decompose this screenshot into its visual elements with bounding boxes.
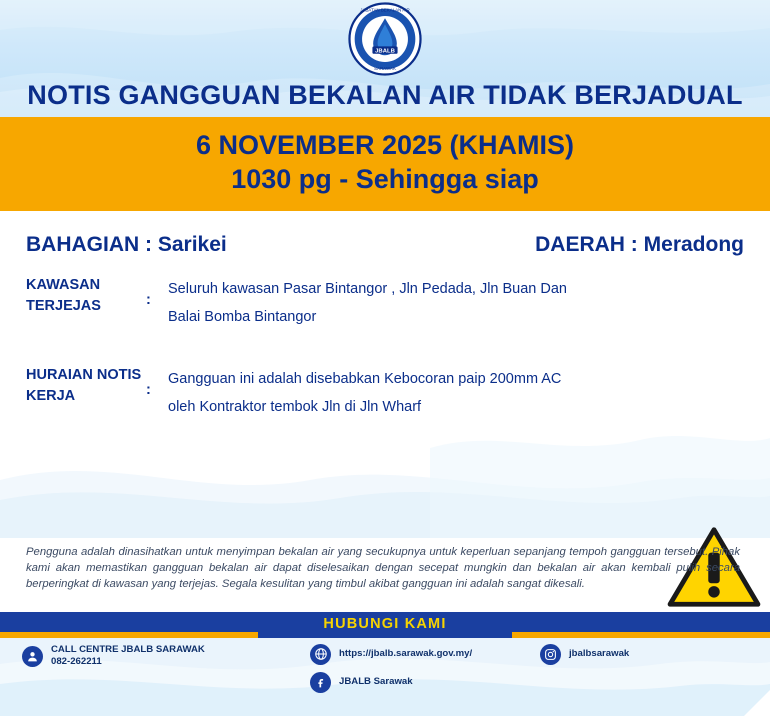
page-title: NOTIS GANGGUAN BEKALAN AIR TIDAK BERJADUAL — [27, 80, 743, 110]
notice-date: 6 NOVEMBER 2025 (KHAMIS) — [195, 130, 575, 160]
huraian-colon: : — [146, 382, 151, 399]
facebook-icon — [310, 672, 331, 693]
corner-fold-decoration — [744, 690, 770, 716]
date-band — [0, 117, 770, 211]
contact-item-call-centre[interactable] — [22, 644, 205, 670]
call-centre-text — [51, 644, 205, 670]
facebook-page[interactable]: JBALB Sarawak — [339, 675, 413, 687]
disclaimer-text: Pengguna adalah dinasihatkan untuk menyimpan bekalan air yang secukupnya untuk keperluan sepanjang tempoh gangguan tersebut. Pihak kami akan memastikan gangguan bekalan air dapat diselesaikan dengan secepat mungkin dan bekalan air akan kembali pulih secara berperingkat di kawasan yang terjejas. Segala kesulitan yang timbul akibat gangguan ini adalah sangat dikesali. — [26, 545, 740, 590]
region-row — [0, 211, 770, 257]
huraian-notis-kerja-field — [0, 365, 770, 422]
svg-text:SARAWAK: SARAWAK — [374, 66, 396, 72]
bahagian-label: BAHAGIAN : — [26, 232, 152, 256]
huraian-value-line2: oleh Kontraktor tembok Jln di Jln Wharf — [168, 399, 422, 416]
poster-footer — [0, 638, 770, 716]
person-icon — [22, 646, 43, 667]
jbalb-logo-icon — [348, 2, 422, 76]
notice-time: 1030 pg - Sehingga siap — [231, 163, 539, 194]
huraian-notis-kerja-label — [26, 365, 146, 422]
website-url[interactable]: https://jbalb.sarawak.gov.my/ — [339, 647, 473, 659]
poster-header — [0, 0, 770, 117]
kawasan-terjejas-label — [26, 275, 146, 332]
instagram-icon — [540, 644, 561, 665]
daerah-field — [535, 233, 744, 257]
daerah-value: Meradong — [643, 232, 744, 256]
call-centre-label: CALL CENTRE JBALB SARAWAK — [51, 643, 205, 655]
huraian-notis-kerja-value — [168, 365, 744, 422]
contact-item-instagram[interactable] — [540, 644, 629, 665]
kawasan-value-line2: Balai Bomba Bintangor — [168, 308, 317, 325]
globe-icon — [310, 644, 331, 665]
contact-item-facebook[interactable] — [310, 672, 413, 693]
bahagian-field — [26, 233, 227, 257]
kawasan-label-line1: KAWASAN — [26, 276, 101, 293]
svg-text:JABATAN BEKALAN AIR: JABATAN BEKALAN AIR — [360, 7, 410, 13]
contact-title: HUBUNGI KAMI — [323, 615, 447, 632]
kawasan-colon: : — [146, 291, 151, 308]
disclaimer-area — [0, 538, 770, 612]
kawasan-terjejas-field — [0, 275, 770, 332]
notice-body — [0, 211, 770, 538]
contact-item-website[interactable] — [310, 644, 472, 665]
call-centre-phone: 082-262211 — [51, 656, 102, 668]
svg-text:JBALB: JBALB — [375, 48, 395, 55]
contact-items — [0, 638, 770, 687]
daerah-label: DAERAH : — [535, 232, 638, 256]
huraian-label-line1: HURAIAN NOTIS — [26, 367, 142, 384]
kawasan-value-line1: Seluruh kawasan Pasar Bintangor , Jln Pedada, Jln Buan Dan — [168, 280, 567, 297]
kawasan-label-line2: TERJEJAS — [26, 297, 101, 314]
huraian-value-line1: Gangguan ini adalah disebabkan Kebocoran paip 200mm AC — [168, 371, 562, 388]
kawasan-terjejas-value — [168, 275, 744, 332]
instagram-handle[interactable]: jbalbsarawak — [569, 647, 630, 659]
bahagian-value: Sarikei — [157, 232, 227, 256]
contact-band — [0, 612, 770, 638]
huraian-label-line2: KERJA — [26, 388, 76, 405]
